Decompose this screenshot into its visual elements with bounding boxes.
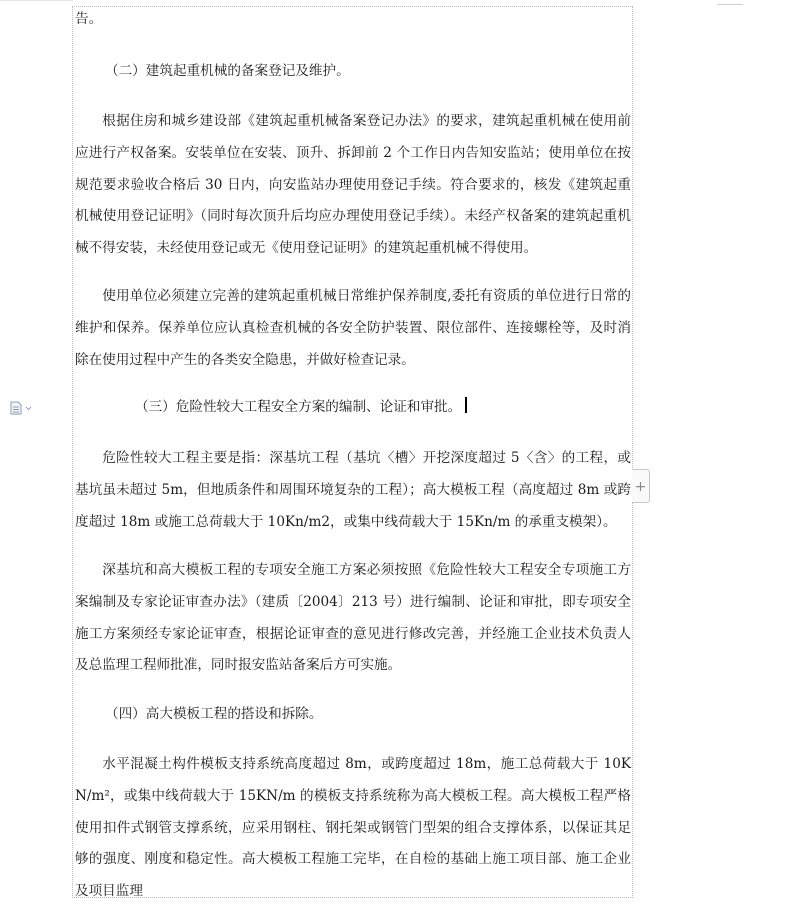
paragraph: 危险性较大工程主要是指：深基坑工程（基坑〈槽〉开挖深度超过 5〈含〉的工程，或基坑虽未超过 5m，但地质条件和周围环境复杂的工程）；高大模板工程（高度超过 8m 或跨度超过 18m 或施工总荷载大于 10Kn/m2，或集中线荷载大于 15Kn/m 的承重支模架）。 xyxy=(75,450,631,530)
paragraph: 水平混凝土构件模板支持系统高度超过 8m，或跨度超过 18m，施工总荷载大于 10KN/m²，或集中线荷载大于 15KN/m 的模板支持系统称为高大模板工程。高大模板工程严格使用扣件式钢管支撑系统，应采用钢柱、钢托架或钢管门型架的组合支撑体系，以保证其足够的强度、刚度和稳定性。高大模板工程施工完毕，在自检的基础上施工项目部、施工企业及项目监理 xyxy=(75,756,631,900)
document-icon-glyph xyxy=(10,401,32,415)
section-heading-3-text: （三）危险性较大工程安全方案的编制、论证和审批。 xyxy=(135,399,462,415)
section-heading-4: （四）高大模板工程的搭设和拆除。 xyxy=(105,706,323,722)
window-edge-mark xyxy=(717,0,743,5)
document-icon[interactable] xyxy=(10,400,32,414)
section-heading-2: （二）建筑起重机械的备案登记及维护。 xyxy=(105,63,350,79)
section-heading-3 xyxy=(75,392,631,424)
top-divider xyxy=(0,0,73,1)
text-cursor xyxy=(465,397,467,413)
paragraph: 深基坑和高大模板工程的专项安全施工方案必须按照《危险性较大工程安全专项施工方案编制及专家论证审查办法》（建质〔2004〕213 号）进行编制、论证和审批，即专项安全施工方案须经专家论证审查，根据论证审查的意见进行修改完善，并经施工企业技术负责人及总监理工程师批准，同时报安监站备案后方可实施。 xyxy=(75,562,631,674)
paragraph: 根据住房和城乡建设部《建筑起重机械备案登记办法》的要求，建筑起重机械在使用前应进行产权备案。安装单位在安装、顶升、拆卸前 2 个工作日内告知安监站；使用单位在按规范要求验收合格后 30 日内，向安监站办理使用登记手续。符合要求的，核发《建筑起重机械使用登记证明》（同时每次顶升后均应办理使用登记手续）。未经产权备案的建筑起重机械不得安装，未经使用登记或无《使用登记证明》的建筑起重机械不得使用。 xyxy=(75,113,631,257)
add-button[interactable]: + xyxy=(632,469,650,503)
paragraph: 使用单位必须建立完善的建筑起重机械日常维护保养制度,委托有资质的单位进行日常的维护和保养。保养单位应认真检查机械的各安全防护装置、限位部件、连接螺栓等，及时消除在使用过程中产生的各类安全隐患，并做好检查记录。 xyxy=(75,288,631,368)
paragraph-continuation: 告。 xyxy=(75,11,103,27)
